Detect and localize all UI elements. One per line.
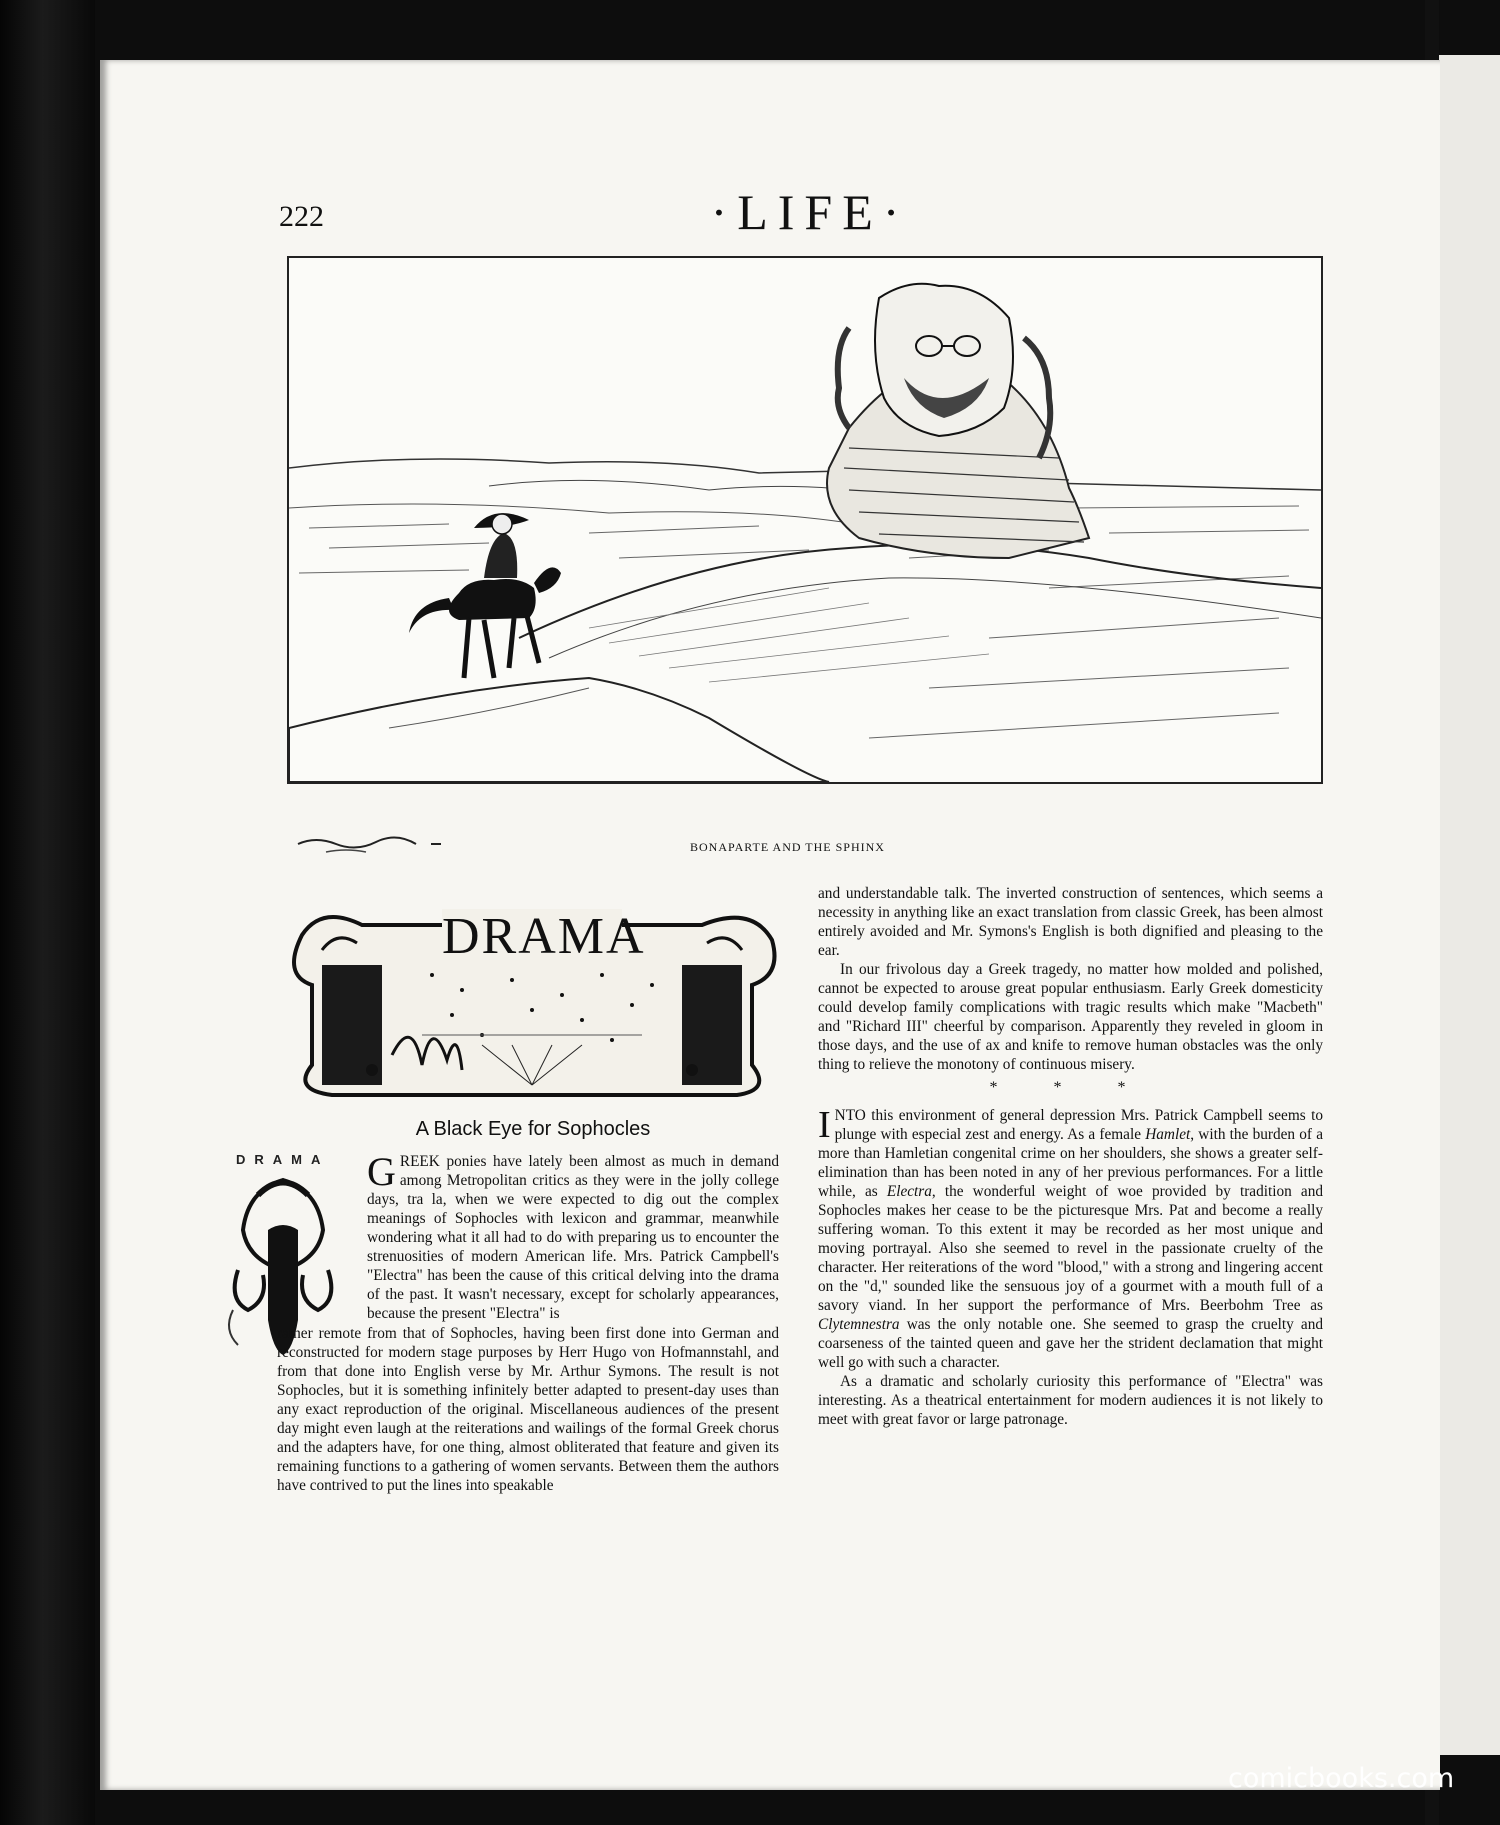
italic-electra: Electra [886,1183,932,1201]
drama-banner-title: DRAMA [442,908,646,965]
paragraph-1-top: REEK ponies have lately been almost as much in demand among Metropolitan critics as they were in the jolly college days, tra la, when we were expected to dig out the complex meanings of Sophocles with lexicon and grammar, meanwhile wondering what it all had to do with preparing us to encounter the strenuosities of modern American life. Mrs. Patrick Campbell's "Electra" has been the cause of this critical delving into the drama of the past. It wasn't necessary, except for scholarly appearances, because the present "Electra" is [367,1153,779,1322]
article-headline: A Black Eye for Sophocles [415,1118,651,1140]
scan-dark-margin [0,0,95,1825]
paragraph-2: and understandable talk. The inverted construction of sentences, which seems a necessity in anything like an exact translation from classic Greek, has been almost entirely avoided and Mr. Symons's English is both dignified and pleasing to the ear. [818,885,1323,959]
article-column-1-bottom [277,1325,779,1496]
cartoon-caption: BONAPARTE AND THE SPHINX [690,840,885,854]
italic-hamlet: Hamlet [1145,1126,1191,1144]
paragraph-4-part-b: , with the burden of a more than Hamletian congenital crime on her shoulders, she shows a greater self-elimination than has been noted in any of her previous performances. For a little while, as [818,1126,1323,1201]
facing-page-edge [1439,55,1500,1755]
section-separator: * * * [989,1078,1152,1096]
artist-signature [296,830,446,858]
cartoon-illustration [287,256,1323,784]
page-number: 222 [279,200,324,233]
ornament-label: DRAMA [236,1152,330,1167]
site-watermark: comicbooks.com [1228,1763,1455,1794]
article-column-1-top [367,1149,779,1324]
paragraph-3: In our frivolous day a Greek tragedy, no matter how molded and polished, cannot be expected to arouse great popular enthusiasm. Early Greek domesticity could develop family complications with tragic results which make "Macbeth" and "Richard III" cheerful by comparison. Apparently they reveled in gloom in those days, and the use of ax and knife to remove human obstacles was the only thing to relieve the monotony of continuous misery. [818,960,1323,1073]
drop-cap-i: I [818,1104,831,1147]
drop-cap-g: G [367,1149,396,1194]
italic-clytemnestra: Clytemnestra [818,1315,900,1333]
paragraph-4-part-c: , the wonderful weight of woe provided by tradition and Sophocles makes her cease to be the picturesque Mrs. Pat and become a really suffering woman. To this extent it may be recorded as her most unique and moving portrayal. Also she seemed to revel in the passionate cruelty of the character. Her reiterations of the word "blood," with a strong and lingering accent on the "d," sounded like the sensuous joy of a gourmet with a mouth full of a savory viand. In her support the performance of Mrs. Beerbohm Tree as [818,1183,1323,1315]
paragraph-4-part-a: NTO this environment of general depression Mrs. Patrick Campbell seems to plunge with especial zest and energy. As a female [834,1107,1323,1144]
paragraph-1-bottom: rather remote from that of Sophocles, having been first done into German and reconstructed for modern stage purposes by Herr Hugo von Hofmannstahl, and from that done into English verse by Mr. Arthur Symons. The result is not Sophocles, but it is something infinitely better adapted to present-day uses than any exact reproduction of the original. Miscellaneous audiences of the present day might even laugh at the reiterations and wailings of the formal Greek chorus and the adapters have, for one thing, almost obliterated that feature and given its remaining functions to a gathering of women servants. Between them the authors have contrived to put the lines into speakable [277,1325,779,1494]
article-column-2 [818,885,1323,1430]
masthead-title: ·LIFE· [710,184,910,240]
paragraph-4-part-d: was the only notable one. She seemed to grasp the cruelty and coarseness of the tainted queen and gave her the strident declamation that might well go with such a character. [818,1315,1323,1371]
drama-section-banner [282,895,784,1105]
paragraph-4 [818,1104,1323,1372]
paragraph-5: As a dramatic and scholarly curiosity this performance of "Electra" was interesting. As a theatrical entertainment for modern audiences it is not likely to meet with great favor or large patronage. [818,1372,1323,1428]
